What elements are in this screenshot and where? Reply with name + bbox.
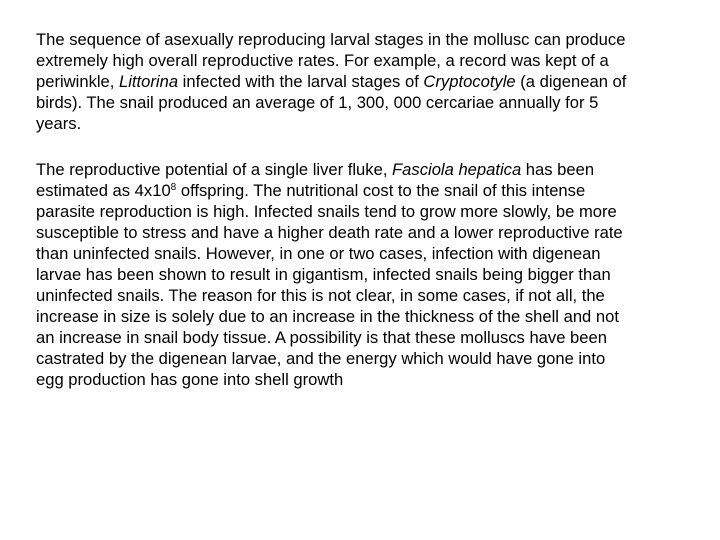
text-line: [36, 180, 684, 201]
text-line: [36, 285, 684, 306]
text-line: [36, 264, 684, 285]
paragraph-littorina: [36, 29, 684, 134]
text-line: [36, 306, 684, 327]
text-run: has been: [521, 160, 595, 179]
text-line: [36, 50, 684, 71]
text-run: (a digenean of: [515, 72, 627, 91]
text-run: extremely high overall reproductive rates. For example, a record was kept of a: [36, 51, 609, 70]
text-run: an increase in snail body tissue. A possibility is that these molluscs have been: [36, 328, 607, 347]
text-line: [36, 327, 684, 348]
species-name-cryptocotyle: Cryptocotyle: [423, 72, 516, 91]
text-run: estimated as 4x10: [36, 181, 171, 200]
text-run: parasite reproduction is high. Infected snails tend to grow more slowly, be more: [36, 202, 617, 221]
text-run: egg production has gone into shell growth: [36, 370, 344, 389]
text-run: periwinkle,: [36, 72, 120, 91]
exponent: 8: [170, 182, 177, 193]
text-line: [36, 159, 684, 180]
text-run: uninfected snails. The reason for this is not clear, in some cases, if not all, the: [36, 286, 605, 305]
species-name-littorina: Littorina: [119, 72, 179, 91]
text-run: susceptible to stress and have a higher death rate and a lower reproductive rate: [36, 223, 623, 242]
text-run: than uninfected snails. However, in one or two cases, infection with digenean: [36, 244, 601, 263]
text-run: years.: [36, 114, 82, 133]
text-run: The sequence of asexually reproducing larval stages in the mollusc can produce: [36, 30, 626, 49]
text-line: [36, 222, 684, 243]
text-run: birds). The snail produced an average of 1, 300, 000 cercariae annually for 5: [36, 93, 599, 112]
text-line: [36, 92, 684, 113]
text-run: castrated by the digenean larvae, and the energy which would have gone into: [36, 349, 606, 368]
text-line: [36, 369, 684, 390]
text-line: [36, 201, 684, 222]
text-line: [36, 71, 684, 92]
text-line: [36, 348, 684, 369]
text-run: offspring. The nutritional cost to the snail of this intense: [176, 181, 586, 200]
text-line: [36, 113, 684, 134]
text-run: infected with the larval stages of: [178, 72, 424, 91]
species-name-fasciola: Fasciola hepatica: [392, 160, 522, 179]
text-run: The reproductive potential of a single liver fluke,: [36, 160, 393, 179]
text-run: increase in size is solely due to an increase in the thickness of the shell and not: [36, 307, 619, 326]
paragraph-fasciola: [36, 159, 684, 390]
text-line: [36, 29, 684, 50]
text-line: [36, 243, 684, 264]
text-run: larvae has been shown to result in gigantism, infected snails being bigger than: [36, 265, 611, 284]
